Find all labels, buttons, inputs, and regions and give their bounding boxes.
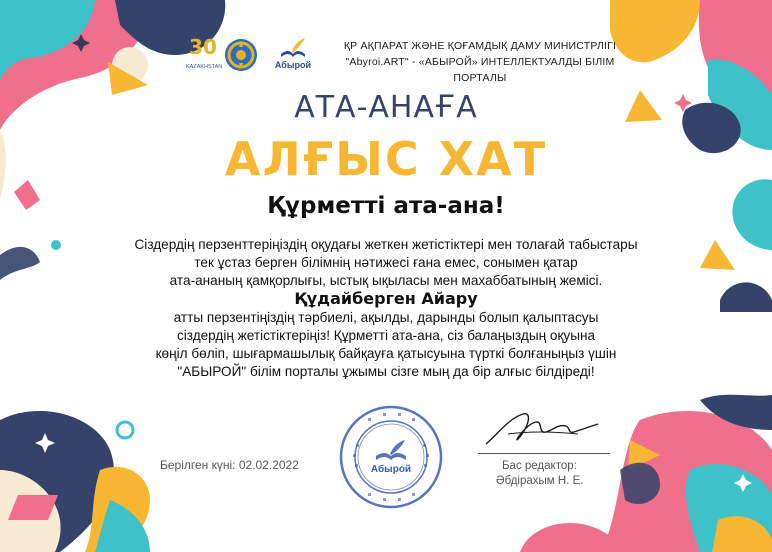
paragraph-1 (86, 236, 686, 290)
logo-30-number: 30 (189, 35, 217, 59)
logo-row (186, 36, 326, 76)
quill-book-icon (278, 36, 308, 60)
ministry-line-1: ҚР АҚПАРАТ ЖӘНЕ ҚОҒАМДЫҚ ДАМУ МИНИСТРЛІГІ (343, 40, 617, 52)
abyroi-logo-text: Абырой (274, 60, 312, 70)
kazakhstan-30-logo (186, 35, 223, 76)
editor-block (478, 459, 638, 489)
paragraph-line: көңіл бөліп, шығармашылық байқауға қатысуына түрткі болғаныңыз үшін (155, 346, 617, 361)
bottom-left-teal-ring (117, 422, 133, 438)
left-navy-wave (0, 247, 40, 280)
bottom-mid-pink-blob (520, 523, 620, 552)
certificate-title: АЛҒЫС ХАТ (224, 132, 548, 186)
greeting: Құрметті ата-ана! (267, 193, 505, 219)
issued-date: Берілген күні: 02.02.2022 (160, 458, 299, 472)
left-teal-dot (51, 240, 61, 250)
student-name: Құдайберген Айару (294, 289, 478, 308)
paragraph-line: "АБЫРОЙ" білім порталы ұжымы сізге мың да бір алғыс білдіреді! (177, 364, 595, 379)
editor-name: Әбдірахым Н. Е. (496, 475, 584, 487)
paragraph-2 (86, 309, 686, 381)
ministry-line-2: "Abyroi.ART" - «АБЫРОЙ» ИНТЕЛЛЕКТУАЛДЫ БІЛІМ ПОРТАЛЫ (345, 56, 615, 84)
ministry-header (330, 38, 630, 86)
stamp-center-text: Абырой (370, 464, 412, 475)
paragraph-line: атты перзентіңіздің тәрбиелі, ақылды, дарынды болып қалыптасуы (173, 310, 599, 325)
official-stamp (338, 404, 444, 510)
signature-icon (478, 404, 608, 454)
logo-30-caption: KAZAKHSTAN (186, 64, 223, 70)
editor-title: Бас редактор: (502, 460, 577, 472)
paragraph-line: сіздердің жетістіктеріңіз! Құрметті ата-ана, сіз балаңыздың оқуына (176, 328, 596, 343)
paragraph-line: ата-ананың қамқорлығы, ыстық ықыласы мен махаббатының жемісі. (169, 273, 603, 288)
paragraph-line: Сіздердің перзенттеріңіздің оқудағы жеткен жетістіктері мен толағай табыстары (134, 237, 638, 252)
state-emblem-icon (224, 38, 258, 72)
signature-line (478, 453, 610, 454)
certificate-subtitle: АТА-АНАҒА (294, 90, 478, 125)
paragraph-line: тек ұстаз берген білімнің нәтижесі ғана емес, сонымен қатар (194, 255, 578, 270)
right-yellow-triangle (700, 240, 735, 270)
abyroi-logo (268, 36, 318, 76)
stamp-ring-icon (338, 404, 444, 510)
